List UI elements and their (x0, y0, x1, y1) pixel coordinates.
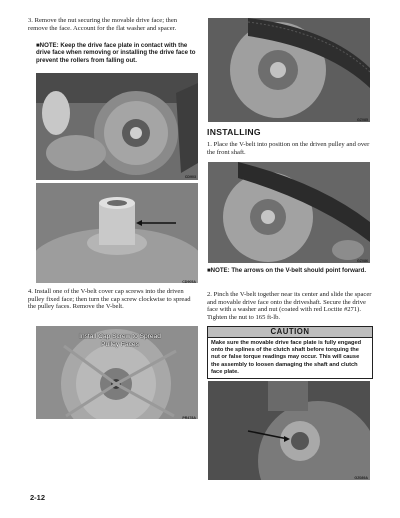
drive-face-illustration (36, 73, 198, 180)
photo-code-gz086: GZ086 (357, 259, 368, 263)
callout-install-cap-screw: Install Cap Screw to Spread Pulley Faces (79, 333, 161, 348)
step-3-text: Remove the nut securing the movable drive face; then remove the face. Account for the flat washer and spacer. (28, 17, 178, 32)
photo-drive-face-splines (208, 381, 370, 480)
pulley-cap-screw-illustration (36, 183, 198, 283)
photo-code-gz085: GZ085 (357, 118, 368, 122)
step-4-number: 4. (28, 288, 33, 295)
caution-box (207, 326, 373, 379)
installing-step-2 (207, 291, 375, 321)
photo-v-belt-driven-pulley (208, 18, 370, 122)
installing-step-2-number: 2. (207, 291, 212, 298)
page-number: 2-12 (30, 493, 46, 502)
step-3-number: 3. (28, 17, 33, 24)
v-belt-driven-pulley-illustration (208, 18, 370, 122)
installing-step-2-text: Pinch the V-belt together near its center and slide the spacer and movable drive face onto the driveshaft. Secure the drive face with a washer and nut (coated with red Loctite #271). Tighten the nut to 165 ft-lb. (207, 291, 372, 321)
step-4 (28, 288, 196, 311)
drive-face-splines-illustration (208, 381, 370, 480)
note-v-belt-arrows: ■NOTE: The arrows on the V-belt should point forward. (207, 267, 367, 274)
photo-code-pr478a: PR478A (182, 416, 196, 420)
note-keep-face-plate: ■NOTE: Keep the drive face plate in contact with the drive face when removing or installing the drive face to prevent the rollers from falling out. (36, 42, 196, 64)
photo-code-cd903: CD903 (184, 175, 196, 179)
step-4-text: Install one of the V-belt cover cap screws into the driven pulley fixed face; then turn the cap screw clockwise to spread the pulley faces. Remove the V-belt. (28, 288, 191, 311)
photo-drive-face-removal (36, 73, 198, 180)
photo-v-belt-front-shaft (208, 162, 370, 263)
installing-step-1-number: 1. (207, 141, 212, 148)
caution-title: CAUTION (208, 327, 372, 338)
caution-text: Make sure the movable drive face plate is fully engaged onto the splines of the clutch shaft before torquing the nut or false torque readings may occur. This will cause the assembly to loosen damaging the shaft and clutch face plate. (211, 340, 362, 375)
v-belt-front-shaft-illustration (208, 162, 370, 263)
installing-step-1 (207, 141, 375, 156)
photo-code-cd905a: CD905A (182, 280, 196, 284)
photo-spread-pulley (36, 326, 198, 419)
step-3 (28, 17, 198, 32)
photo-code-gz089a: GZ089A (354, 476, 368, 480)
installing-step-1-text: Place the V-belt into position on the driven pulley and over the front shaft. (207, 141, 370, 156)
installing-heading: INSTALLING (207, 127, 261, 137)
photo-pulley-cap-screw (36, 183, 198, 283)
